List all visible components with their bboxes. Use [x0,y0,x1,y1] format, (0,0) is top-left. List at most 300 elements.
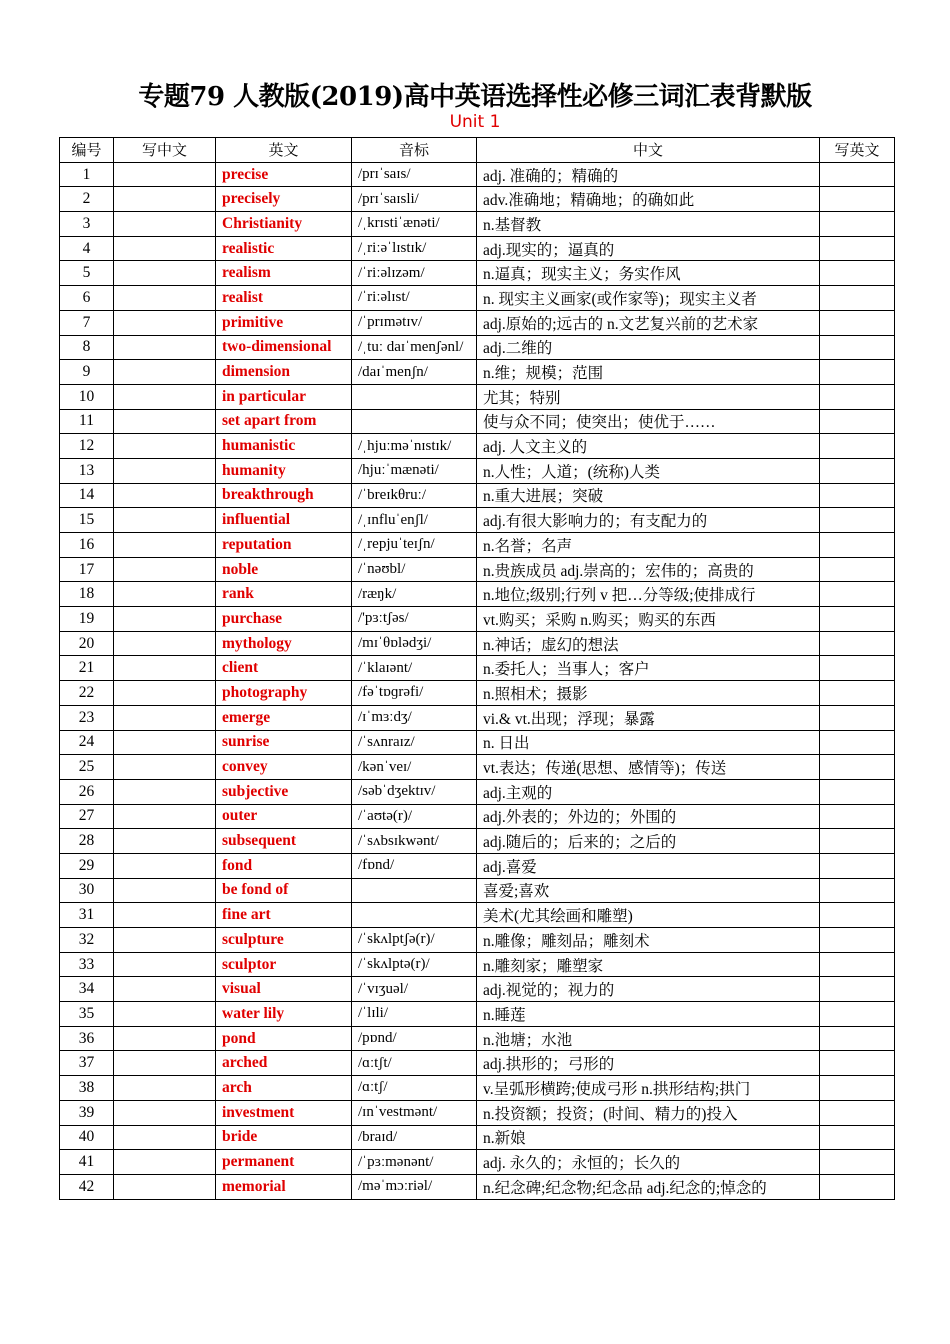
chinese-meaning: n.地位;级别;行列 v 把…分等级;使排成行 [477,582,820,607]
table-row [60,286,895,311]
phonetic [352,384,477,409]
phonetic: /ræŋk/ [352,582,477,607]
phonetic: /kənˈveɪ/ [352,755,477,780]
english-word: sculptor [216,952,352,977]
row-number: 2 [60,187,114,212]
phonetic: /səbˈdʒektɪv/ [352,779,477,804]
header-write-english: 写英文 [820,138,895,163]
write-chinese-cell[interactable] [114,409,216,434]
phonetic: /'pɜːtʃəs/ [352,607,477,632]
write-english-cell[interactable] [820,1174,895,1199]
write-chinese-cell[interactable] [114,360,216,385]
write-english-cell[interactable] [820,1051,895,1076]
chinese-meaning: adj. 永久的；永恒的；长久的 [477,1150,820,1175]
english-word: visual [216,977,352,1002]
row-number: 29 [60,853,114,878]
phonetic: /ˌhjuːməˈnɪstɪk/ [352,434,477,459]
write-english-cell[interactable] [820,533,895,558]
unit-heading: Unit 1 [449,112,501,132]
write-chinese-cell[interactable] [114,384,216,409]
english-word: rank [216,582,352,607]
write-english-cell[interactable] [820,508,895,533]
write-english-cell[interactable] [820,187,895,212]
table-row [60,1100,895,1125]
phonetic: /pɒnd/ [352,1026,477,1051]
write-chinese-cell[interactable] [114,952,216,977]
chinese-meaning: vi.& vt.出现；浮现；暴露 [477,705,820,730]
vocabulary-table [59,137,895,1200]
write-english-cell[interactable] [820,434,895,459]
english-word: humanity [216,458,352,483]
write-english-cell[interactable] [820,1100,895,1125]
row-number: 3 [60,212,114,237]
table-row [60,705,895,730]
table-row [60,533,895,558]
chinese-meaning: 喜爱;喜欢 [477,878,820,903]
table-row [60,1051,895,1076]
phonetic: /ˈsʌnraɪz/ [352,730,477,755]
phonetic: /ˈklaɪənt/ [352,656,477,681]
write-english-cell[interactable] [820,829,895,854]
write-english-cell[interactable] [820,162,895,187]
chinese-meaning: n.逼真；现实主义；务实作风 [477,261,820,286]
write-chinese-cell[interactable] [114,1076,216,1101]
row-number: 19 [60,607,114,632]
phonetic: /ˈvɪʒuəl/ [352,977,477,1002]
english-word: sunrise [216,730,352,755]
phonetic: /ˈaʊtə(r)/ [352,804,477,829]
write-english-cell[interactable] [820,681,895,706]
row-number: 18 [60,582,114,607]
write-chinese-cell[interactable] [114,928,216,953]
english-word: fine art [216,903,352,928]
table-row [60,681,895,706]
write-chinese-cell[interactable] [114,187,216,212]
row-number: 30 [60,878,114,903]
row-number: 28 [60,829,114,854]
write-chinese-cell[interactable] [114,705,216,730]
phonetic: /ˈnəʊbl/ [352,557,477,582]
write-chinese-cell[interactable] [114,804,216,829]
table-row [60,187,895,212]
row-number: 36 [60,1026,114,1051]
english-word: precisely [216,187,352,212]
row-number: 26 [60,779,114,804]
write-chinese-cell[interactable] [114,483,216,508]
phonetic: /ˈprɪmətɪv/ [352,310,477,335]
english-word: sculpture [216,928,352,953]
row-number: 23 [60,705,114,730]
row-number: 5 [60,261,114,286]
chinese-meaning: 尤其；特别 [477,384,820,409]
table-row [60,483,895,508]
chinese-meaning: n.维；规模；范围 [477,360,820,385]
write-english-cell[interactable] [820,1125,895,1150]
table-row [60,409,895,434]
write-english-cell[interactable] [820,582,895,607]
phonetic [352,903,477,928]
write-chinese-cell[interactable] [114,829,216,854]
english-word: realism [216,261,352,286]
write-chinese-cell[interactable] [114,162,216,187]
write-english-cell[interactable] [820,384,895,409]
phonetic: /ˈskʌlptʃə(r)/ [352,928,477,953]
phonetic: /məˈmɔːriəl/ [352,1174,477,1199]
write-chinese-cell[interactable] [114,1150,216,1175]
table-row [60,1150,895,1175]
table-row [60,631,895,656]
english-word: bride [216,1125,352,1150]
row-number: 25 [60,755,114,780]
row-number: 42 [60,1174,114,1199]
english-word: water lily [216,1002,352,1027]
write-chinese-cell[interactable] [114,434,216,459]
phonetic: /ˈpɜːmənənt/ [352,1150,477,1175]
table-row [60,853,895,878]
row-number: 7 [60,310,114,335]
write-english-cell[interactable] [820,360,895,385]
phonetic: /ˌkrɪstiˈænəti/ [352,212,477,237]
chinese-meaning: adj.拱形的；弓形的 [477,1051,820,1076]
phonetic: /ˌrepjuˈteɪʃn/ [352,533,477,558]
write-english-cell[interactable] [820,1150,895,1175]
write-chinese-cell[interactable] [114,631,216,656]
write-chinese-cell[interactable] [114,1125,216,1150]
phonetic: /ˈsʌbsɪkwənt/ [352,829,477,854]
write-english-cell[interactable] [820,409,895,434]
row-number: 16 [60,533,114,558]
row-number: 35 [60,1002,114,1027]
table-row [60,384,895,409]
table-row [60,952,895,977]
write-chinese-cell[interactable] [114,557,216,582]
english-word: two-dimensional [216,335,352,360]
table-row [60,458,895,483]
chinese-meaning: n.贵族成员 adj.崇高的；宏伟的；高贵的 [477,557,820,582]
row-number: 8 [60,335,114,360]
write-english-cell[interactable] [820,853,895,878]
chinese-meaning: n.照相术；摄影 [477,681,820,706]
write-chinese-cell[interactable] [114,1002,216,1027]
row-number: 33 [60,952,114,977]
table-row [60,779,895,804]
row-number: 40 [60,1125,114,1150]
english-word: realist [216,286,352,311]
table-row [60,1174,895,1199]
phonetic: /ˌɪnfluˈenʃl/ [352,508,477,533]
english-word: be fond of [216,878,352,903]
table-row [60,829,895,854]
table-row [60,607,895,632]
write-english-cell[interactable] [820,458,895,483]
write-chinese-cell[interactable] [114,730,216,755]
table-row [60,656,895,681]
write-chinese-cell[interactable] [114,212,216,237]
chinese-meaning: n.雕刻家；雕塑家 [477,952,820,977]
table-row [60,360,895,385]
chinese-meaning: n.名誉；名声 [477,533,820,558]
write-english-cell[interactable] [820,1002,895,1027]
chinese-meaning: 使与众不同；使突出；使优于…… [477,409,820,434]
english-word: set apart from [216,409,352,434]
chinese-meaning: n.雕像；雕刻品；雕刻术 [477,928,820,953]
table-row [60,903,895,928]
chinese-meaning: n.重大进展；突破 [477,483,820,508]
table-header-row [60,138,895,163]
write-english-cell[interactable] [820,705,895,730]
row-number: 1 [60,162,114,187]
english-word: arched [216,1051,352,1076]
chinese-meaning: adj.现实的；逼真的 [477,236,820,261]
english-word: in particular [216,384,352,409]
chinese-meaning: 美术(尤其绘画和雕塑) [477,903,820,928]
phonetic: /ɪnˈvestmənt/ [352,1100,477,1125]
table-row [60,804,895,829]
chinese-meaning: adj.外表的；外边的；外围的 [477,804,820,829]
chinese-meaning: adj.主观的 [477,779,820,804]
row-number: 39 [60,1100,114,1125]
phonetic [352,409,477,434]
chinese-meaning: n.神话；虚幻的想法 [477,631,820,656]
chinese-meaning: adj.视觉的；视力的 [477,977,820,1002]
english-word: humanistic [216,434,352,459]
write-english-cell[interactable] [820,755,895,780]
phonetic [352,878,477,903]
write-chinese-cell[interactable] [114,1051,216,1076]
chinese-meaning: vt.购买；采购 n.购买；购买的东西 [477,607,820,632]
write-english-cell[interactable] [820,804,895,829]
row-number: 20 [60,631,114,656]
english-word: memorial [216,1174,352,1199]
english-word: subsequent [216,829,352,854]
phonetic: /ˌtuː daɪˈmenʃənl/ [352,335,477,360]
write-english-cell[interactable] [820,928,895,953]
header-write-chinese: 写中文 [114,138,216,163]
phonetic: /prɪˈsaɪs/ [352,162,477,187]
row-number: 27 [60,804,114,829]
write-chinese-cell[interactable] [114,853,216,878]
table-row [60,434,895,459]
row-number: 32 [60,928,114,953]
write-chinese-cell[interactable] [114,1026,216,1051]
table-row [60,928,895,953]
chinese-meaning: adv.准确地；精确地；的确如此 [477,187,820,212]
write-chinese-cell[interactable] [114,656,216,681]
row-number: 12 [60,434,114,459]
phonetic: /ɑːtʃ/ [352,1076,477,1101]
table-row [60,212,895,237]
chinese-meaning: n.投资额；投资；(时间、精力的)投入 [477,1100,820,1125]
write-english-cell[interactable] [820,236,895,261]
chinese-meaning: v.呈弧形横跨;使成弓形 n.拱形结构;拱门 [477,1076,820,1101]
english-word: reputation [216,533,352,558]
row-number: 6 [60,286,114,311]
header-chinese: 中文 [477,138,820,163]
english-word: pond [216,1026,352,1051]
row-number: 11 [60,409,114,434]
english-word: noble [216,557,352,582]
chinese-meaning: n.基督教 [477,212,820,237]
row-number: 38 [60,1076,114,1101]
phonetic: /ˈriːəlɪst/ [352,286,477,311]
write-english-cell[interactable] [820,730,895,755]
write-chinese-cell[interactable] [114,458,216,483]
phonetic: /ˈriːəlɪzəm/ [352,261,477,286]
english-word: realistic [216,236,352,261]
write-english-cell[interactable] [820,557,895,582]
phonetic: /mɪˈθɒlədʒi/ [352,631,477,656]
english-word: primitive [216,310,352,335]
write-english-cell[interactable] [820,483,895,508]
write-english-cell[interactable] [820,878,895,903]
english-word: convey [216,755,352,780]
english-word: subjective [216,779,352,804]
write-chinese-cell[interactable] [114,1100,216,1125]
table-row [60,310,895,335]
row-number: 15 [60,508,114,533]
chinese-meaning: n.委托人；当事人；客户 [477,656,820,681]
phonetic: /ˌriːəˈlɪstɪk/ [352,236,477,261]
chinese-meaning: adj. 准确的；精确的 [477,162,820,187]
row-number: 13 [60,458,114,483]
english-word: Christianity [216,212,352,237]
write-chinese-cell[interactable] [114,903,216,928]
row-number: 4 [60,236,114,261]
header-english: 英文 [216,138,352,163]
chinese-meaning: n.睡莲 [477,1002,820,1027]
row-number: 21 [60,656,114,681]
write-chinese-cell[interactable] [114,533,216,558]
table-row [60,977,895,1002]
chinese-meaning: n.池塘；水池 [477,1026,820,1051]
row-number: 34 [60,977,114,1002]
row-number: 10 [60,384,114,409]
write-chinese-cell[interactable] [114,310,216,335]
chinese-meaning: adj.随后的；后来的；之后的 [477,829,820,854]
page-title: 专题79 人教版(2019)高中英语选择性必修三词汇表背默版 [138,82,812,112]
write-chinese-cell[interactable] [114,236,216,261]
write-chinese-cell[interactable] [114,335,216,360]
row-number: 24 [60,730,114,755]
row-number: 17 [60,557,114,582]
write-english-cell[interactable] [820,1026,895,1051]
table-row [60,162,895,187]
table-row [60,755,895,780]
write-english-cell[interactable] [820,335,895,360]
write-english-cell[interactable] [820,261,895,286]
write-chinese-cell[interactable] [114,607,216,632]
english-word: photography [216,681,352,706]
english-word: purchase [216,607,352,632]
phonetic: /ˈskʌlptə(r)/ [352,952,477,977]
english-word: influential [216,508,352,533]
row-number: 14 [60,483,114,508]
row-number: 22 [60,681,114,706]
chinese-meaning: adj.有很大影响力的；有支配力的 [477,508,820,533]
chinese-meaning: n. 日出 [477,730,820,755]
header-phonetic: 音标 [352,138,477,163]
write-chinese-cell[interactable] [114,755,216,780]
write-english-cell[interactable] [820,212,895,237]
write-chinese-cell[interactable] [114,1174,216,1199]
table-row [60,508,895,533]
chinese-meaning: n. 现实主义画家(或作家等)；现实主义者 [477,286,820,311]
write-chinese-cell[interactable] [114,582,216,607]
table-row [60,1125,895,1150]
chinese-meaning: n.人性；人道；(统称)人类 [477,458,820,483]
table-row [60,1076,895,1101]
row-number: 9 [60,360,114,385]
table-row [60,582,895,607]
english-word: breakthrough [216,483,352,508]
chinese-meaning: adj. 人文主义的 [477,434,820,459]
write-english-cell[interactable] [820,779,895,804]
write-chinese-cell[interactable] [114,261,216,286]
chinese-meaning: n.新娘 [477,1125,820,1150]
write-english-cell[interactable] [820,952,895,977]
phonetic: /prɪˈsaɪsli/ [352,187,477,212]
write-english-cell[interactable] [820,607,895,632]
table-row [60,1026,895,1051]
write-chinese-cell[interactable] [114,508,216,533]
row-number: 31 [60,903,114,928]
phonetic: /fɒnd/ [352,853,477,878]
chinese-meaning: adj.喜爱 [477,853,820,878]
english-word: dimension [216,360,352,385]
english-word: investment [216,1100,352,1125]
english-word: arch [216,1076,352,1101]
phonetic: /ˈlɪli/ [352,1002,477,1027]
write-english-cell[interactable] [820,286,895,311]
write-english-cell[interactable] [820,631,895,656]
phonetic: /fəˈtɒɡrəfi/ [352,681,477,706]
write-english-cell[interactable] [820,977,895,1002]
table-row [60,1002,895,1027]
phonetic: /ˈbreɪkθruː/ [352,483,477,508]
table-body [60,162,895,1199]
write-chinese-cell[interactable] [114,779,216,804]
write-english-cell[interactable] [820,656,895,681]
chinese-meaning: vt.表达；传递(思想、感情等)；传送 [477,755,820,780]
english-word: mythology [216,631,352,656]
table-row [60,261,895,286]
english-word: client [216,656,352,681]
write-english-cell[interactable] [820,1076,895,1101]
table-row [60,730,895,755]
phonetic: /ɑːtʃt/ [352,1051,477,1076]
write-chinese-cell[interactable] [114,681,216,706]
row-number: 37 [60,1051,114,1076]
english-word: fond [216,853,352,878]
chinese-meaning: n.纪念碑;纪念物;纪念品 adj.纪念的;悼念的 [477,1174,820,1199]
table-row [60,557,895,582]
header-number: 编号 [60,138,114,163]
table-row [60,878,895,903]
table-row [60,335,895,360]
phonetic: /hjuːˈmænəti/ [352,458,477,483]
write-chinese-cell[interactable] [114,977,216,1002]
write-chinese-cell[interactable] [114,878,216,903]
phonetic: /braɪd/ [352,1125,477,1150]
row-number: 41 [60,1150,114,1175]
english-word: permanent [216,1150,352,1175]
write-english-cell[interactable] [820,310,895,335]
write-english-cell[interactable] [820,903,895,928]
chinese-meaning: adj.二维的 [477,335,820,360]
phonetic: /ɪˈmɜːdʒ/ [352,705,477,730]
chinese-meaning: adj.原始的;远古的 n.文艺复兴前的艺术家 [477,310,820,335]
write-chinese-cell[interactable] [114,286,216,311]
